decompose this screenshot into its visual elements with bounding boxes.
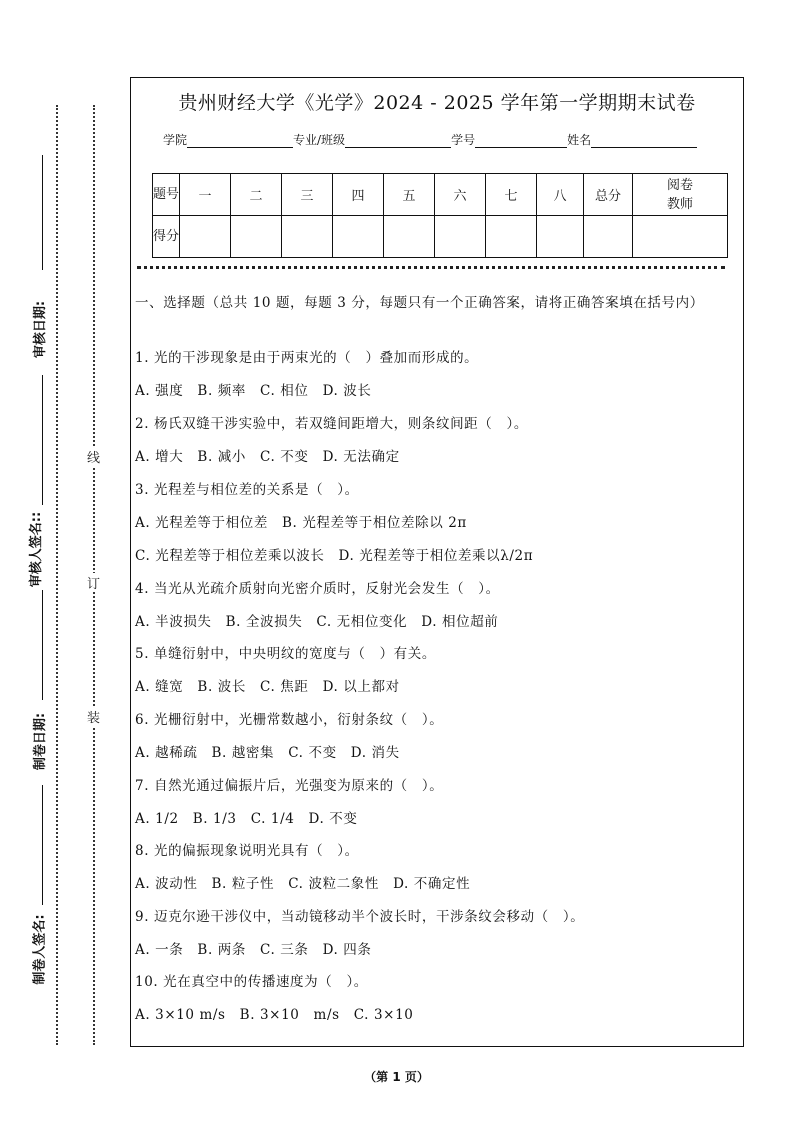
make-date-label: 制卷日期:: [33, 712, 49, 771]
review-date-line: [42, 155, 43, 270]
score-col-7: 七: [486, 174, 537, 216]
question-1: 1. 光的干涉现象是由于两束光的（ ）叠加而形成的。: [135, 350, 479, 366]
reviewer-sign-line: [42, 375, 43, 505]
score-col-total: 总分: [584, 174, 633, 216]
question-10-options: A. 3×10 m/s B. 3×10 m/s C. 3×10: [135, 1007, 414, 1023]
major-field[interactable]: [345, 133, 451, 148]
question-9-options: A. 一条 B. 两条 C. 三条 D. 四条: [135, 942, 372, 958]
score-cell[interactable]: [333, 216, 384, 258]
left-dotted-line: [56, 105, 58, 1045]
college-label: 学院: [163, 133, 188, 147]
score-cell[interactable]: [231, 216, 282, 258]
name-label: 姓名: [567, 133, 592, 147]
question-5-options: A. 缝宽 B. 波长 C. 焦距 D. 以上都对: [135, 679, 400, 695]
score-cell[interactable]: [537, 216, 584, 258]
score-col-3: 三: [282, 174, 333, 216]
score-cell[interactable]: [180, 216, 231, 258]
question-7-options: A. 1/2 B. 1/3 C. 1/4 D. 不变: [135, 811, 358, 827]
binding-char-line: 线: [87, 447, 100, 466]
question-10: 10. 光在真空中的传播速度为（ ）。: [135, 974, 368, 990]
review-date-label: 审核日期:: [33, 300, 49, 359]
major-label: 专业/班级: [293, 133, 346, 147]
question-3: 3. 光程差与相位差的关系是（ ）。: [135, 482, 359, 498]
score-table: [152, 173, 728, 258]
question-9: 9. 迈克尔逊干涉仪中，当动镜移动半个波长时，干涉条纹会移动（ ）。: [135, 909, 585, 925]
binding-char-fill: 装: [87, 707, 100, 726]
question-5: 5. 单缝衍射中，中央明纹的宽度与（ ）有关。: [135, 646, 436, 662]
college-field[interactable]: [187, 133, 293, 148]
student-id-field[interactable]: [475, 133, 567, 148]
name-field[interactable]: [591, 133, 697, 148]
reviewer-sign-label: 审核人签名::: [29, 511, 45, 588]
score-col-8: 八: [537, 174, 584, 216]
section-heading: 一、选择题（总共 10 题，每题 3 分，每题只有一个正确答案，请将正确答案填在括号内）: [135, 295, 704, 311]
make-date-line: [42, 590, 43, 700]
maker-sign-label: 制卷人签名:: [32, 914, 48, 985]
score-col-2: 二: [231, 174, 282, 216]
score-cell[interactable]: [384, 216, 435, 258]
page-number: （第 1 页）: [364, 1070, 429, 1084]
question-1-options: A. 强度 B. 频率 C. 相位 D. 波长: [135, 383, 372, 399]
question-8: 8. 光的偏振现象说明光具有（ ）。: [135, 843, 359, 859]
score-table-row-label: 题号: [153, 174, 180, 216]
binding-char-order: 订: [87, 573, 100, 592]
score-col-grader-text: 阅卷教师: [666, 177, 693, 212]
maker-sign-line: [42, 785, 43, 905]
score-col-4: 四: [333, 174, 384, 216]
question-6-options: A. 越稀疏 B. 越密集 C. 不变 D. 消失: [135, 745, 400, 761]
question-2: 2. 杨氏双缝干涉实验中，若双缝间距增大，则条纹间距（ ）。: [135, 416, 528, 432]
score-cell[interactable]: [435, 216, 486, 258]
student-info-row: [163, 131, 697, 148]
score-col-5: 五: [384, 174, 435, 216]
question-3-options-2: C. 光程差等于相位差乘以波长 D. 光程差等于相位差乘以λ/2π: [135, 548, 534, 564]
score-col-1: 一: [180, 174, 231, 216]
student-id-label: 学号: [451, 133, 476, 147]
score-cell[interactable]: [282, 216, 333, 258]
score-cell[interactable]: [633, 216, 728, 258]
question-3-options: A. 光程差等于相位差 B. 光程差等于相位差除以 2π: [135, 515, 467, 531]
header-divider: [137, 266, 725, 269]
score-col-6: 六: [435, 174, 486, 216]
score-col-grader: [633, 174, 728, 216]
score-table-row-label: 得分: [153, 216, 180, 258]
question-4-options: A. 半波损失 B. 全波损失 C. 无相位变化 D. 相位超前: [135, 614, 499, 630]
question-6: 6. 光栅衍射中，光栅常数越小，衍射条纹（ ）。: [135, 712, 444, 728]
question-4: 4. 当光从光疏介质射向光密介质时，反射光会发生（ ）。: [135, 581, 500, 597]
exam-title: 贵州财经大学《光学》2024 - 2025 学年第一学期期末试卷: [178, 92, 696, 114]
score-cell[interactable]: [486, 216, 537, 258]
question-7: 7. 自然光通过偏振片后，光强变为原来的（ ）。: [135, 778, 444, 794]
score-cell[interactable]: [584, 216, 633, 258]
question-2-options: A. 增大 B. 减小 C. 不变 D. 无法确定: [135, 449, 400, 465]
question-8-options: A. 波动性 B. 粒子性 C. 波粒二象性 D. 不确定性: [135, 876, 471, 892]
